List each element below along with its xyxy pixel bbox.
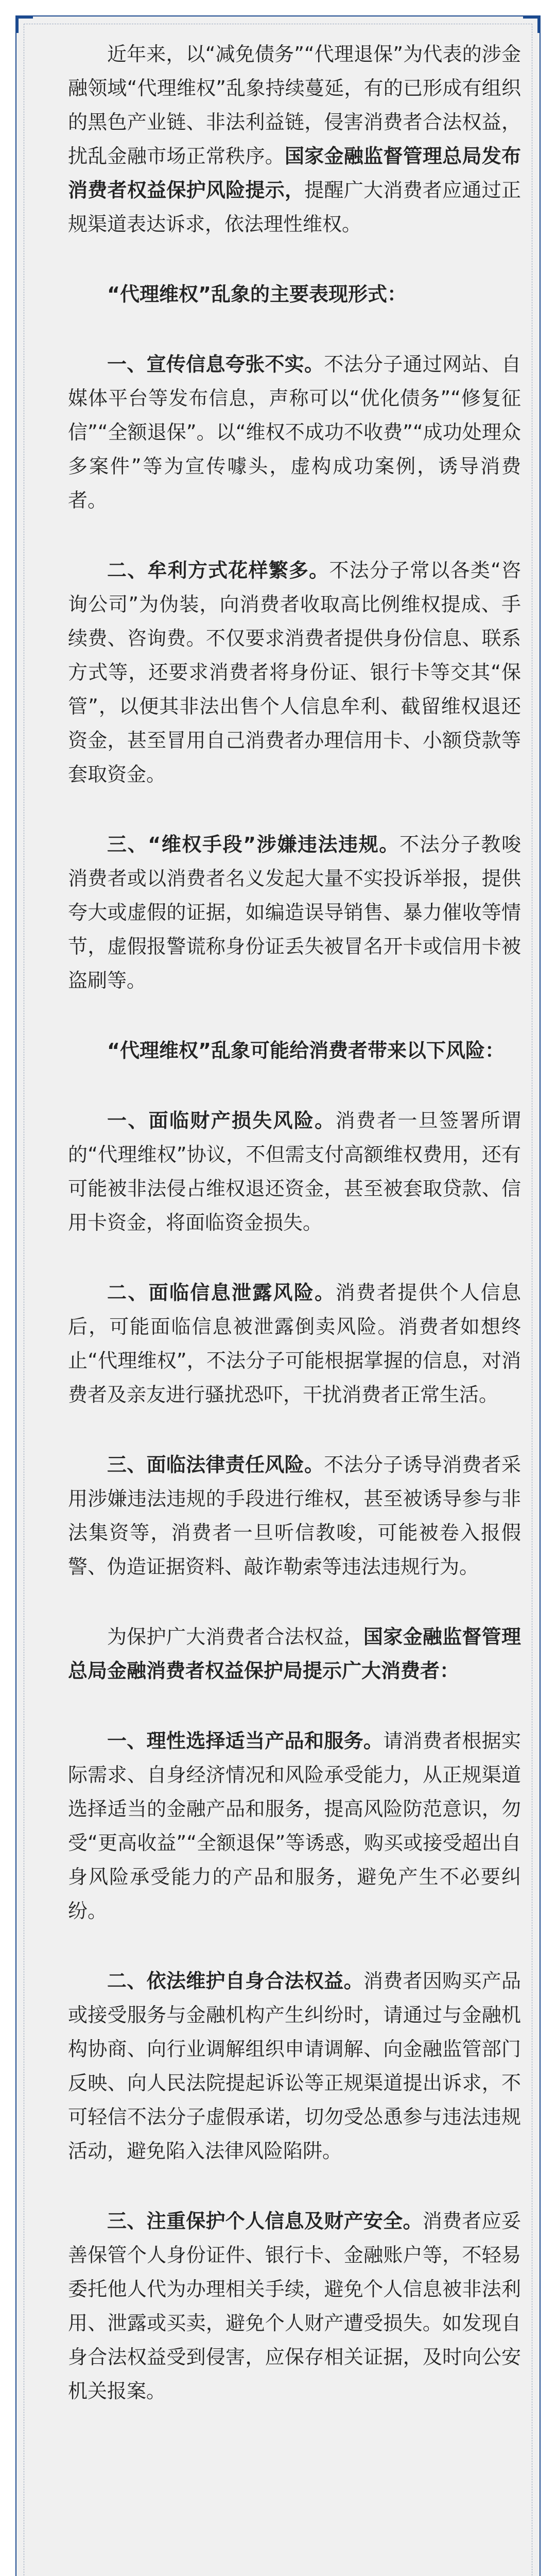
- risks-item-1-title: 一、面临财产损失风险。: [107, 1109, 336, 1132]
- forms-item-2-title: 二、牟利方式花样繁多。: [107, 559, 329, 582]
- risks-item-3-title: 三、面临法律责任风险。: [107, 1453, 324, 1476]
- section-heading-forms: “代理维权”乱象的主要表现形式：: [107, 283, 407, 306]
- risks-item-2-body: 消费者提供个人信息后，可能面临信息被泄露倒卖风险。消费者如想终止“代理维权”，不法分子可能根据掌握的信息，对消费者及亲友进行骚扰恐吓，干扰消费者正常生活。: [68, 1281, 521, 1406]
- forms-item-2: [68, 553, 521, 791]
- intro-paragraph: [68, 37, 521, 241]
- forms-item-2-body: 不法分子常以各类“咨询公司”为伪装，向消费者收取高比例维权提成、手续费、咨询费。不仅要求消费者提供身份信息、联系方式等，还要求消费者将身份证、银行卡等交其“保管”，以便其非法出售个人信息牟利、截留维权退还资金，甚至冒用自己消费者办理信用卡、小额贷款等套取资金。: [68, 559, 521, 786]
- forms-item-3-body: 不法分子教唆消费者或以消费者名义发起大量不实投诉举报，提供夸大或虚假的证据，如编造误导销售、暴力催收等情节，虚假报警谎称身份证丢失被冒名开卡或信用卡被盗刷等。: [68, 833, 521, 992]
- tips-item-2-title: 二、依法维护自身合法权益。: [107, 1970, 363, 1992]
- risks-item-2-title: 二、面临信息泄露风险。: [107, 1281, 336, 1304]
- tips-item-2: [68, 1964, 521, 2168]
- tips-item-3-title: 三、注重保护个人信息及财产安全。: [107, 2210, 423, 2232]
- tips-lead-bold-text: 国家金融监督管理总局金融消费者权益保护局提示广大消费者：: [68, 1625, 521, 1682]
- risks-item-3-body: 不法分子诱导消费者采用涉嫌违法违规的手段进行维权，甚至被诱导参与非法集资等，消费者一旦听信教唆，可能被卷入报假警、伪造证据资料、敲诈勒索等违法违规行为。: [68, 1453, 521, 1578]
- risks-item-1-body: 消费者一旦签署所谓的“代理维权”协议，不但需支付高额维权费用，还有可能被非法侵占维权退还资金，甚至被套取贷款、信用卡资金，将面临资金损失。: [68, 1109, 521, 1234]
- risks-item-1: [68, 1104, 521, 1240]
- intro-text: 近年来，以“减免债务”“代理退保”为代表的涉金融领域“代理维权”乱象持续蔓延，有的已形成有组织的黑色产业链、非法利益链，侵害消费者合法权益，扰乱金融市场正常秩序。: [68, 43, 521, 167]
- tips-lead-paragraph: [68, 1620, 521, 1688]
- tips-item-1-body: 请消费者根据实际需求、自身经济情况和风险承受能力，从正规渠道选择适当的金融产品和服务，提高风险防范意识，勿受“更高收益”“全额退保”等诱惑，购买或接受超出自身风险承受能力的产品和服务，避免产生不必要纠纷。: [68, 1730, 521, 1922]
- intro-bold-text: 国家金融监督管理总局发布消费者权益保护风险提示，: [68, 145, 521, 201]
- forms-item-1-title: 一、宣传信息夸张不实。: [107, 353, 324, 376]
- tips-lead-text: 为保护广大消费者合法权益，: [107, 1625, 363, 1648]
- forms-item-3-title: 三、“维权手段”涉嫌违法违规。: [107, 833, 399, 856]
- risks-item-2: [68, 1276, 521, 1412]
- article-frame: [15, 15, 541, 2576]
- frame-corner-decoration: [523, 15, 541, 33]
- tips-item-3: [68, 2204, 521, 2408]
- tips-item-1: [68, 1724, 521, 1928]
- frame-corner-decoration: [15, 15, 33, 33]
- risks-item-3: [68, 1448, 521, 1584]
- tips-item-1-title: 一、理性选择适当产品和服务。: [107, 1730, 384, 1752]
- forms-item-3: [68, 827, 521, 997]
- forms-item-1-body: 不法分子通过网站、自媒体平台等发布信息，声称可以“优化债务”“修复征信”“全额退保”。以“维权不成功不收费”“成功处理众多案件”等为宣传噱头，虚构成功案例，诱导消费者。: [68, 353, 521, 512]
- forms-item-1: [68, 347, 521, 517]
- section-heading-risks: “代理维权”乱象可能给消费者带来以下风险：: [107, 1039, 505, 1062]
- intro-tail-text: 提醒广大消费者应通过正规渠道表达诉求，依法理性维权。: [68, 179, 521, 235]
- tips-item-3-body: 消费者应妥善保管个人身份证件、银行卡、金融账户等，不轻易委托他人代为办理相关手续，避免个人信息被非法利用、泄露或买卖，避免个人财产遭受损失。如发现自身合法权益受到侵害，应保存相关证据，及时向公安机关报案。: [68, 2210, 521, 2402]
- tips-item-2-body: 消费者因购买产品或接受服务与金融机构产生纠纷时，请通过与金融机构协商、向行业调解组织申请调解、向金融监管部门反映、向人民法院提起诉讼等正规渠道提出诉求，不可轻信不法分子虚假承诺，切勿受怂恿参与违法违规活动，避免陷入法律风险陷阱。: [68, 1970, 521, 2162]
- article-content: [68, 37, 521, 2444]
